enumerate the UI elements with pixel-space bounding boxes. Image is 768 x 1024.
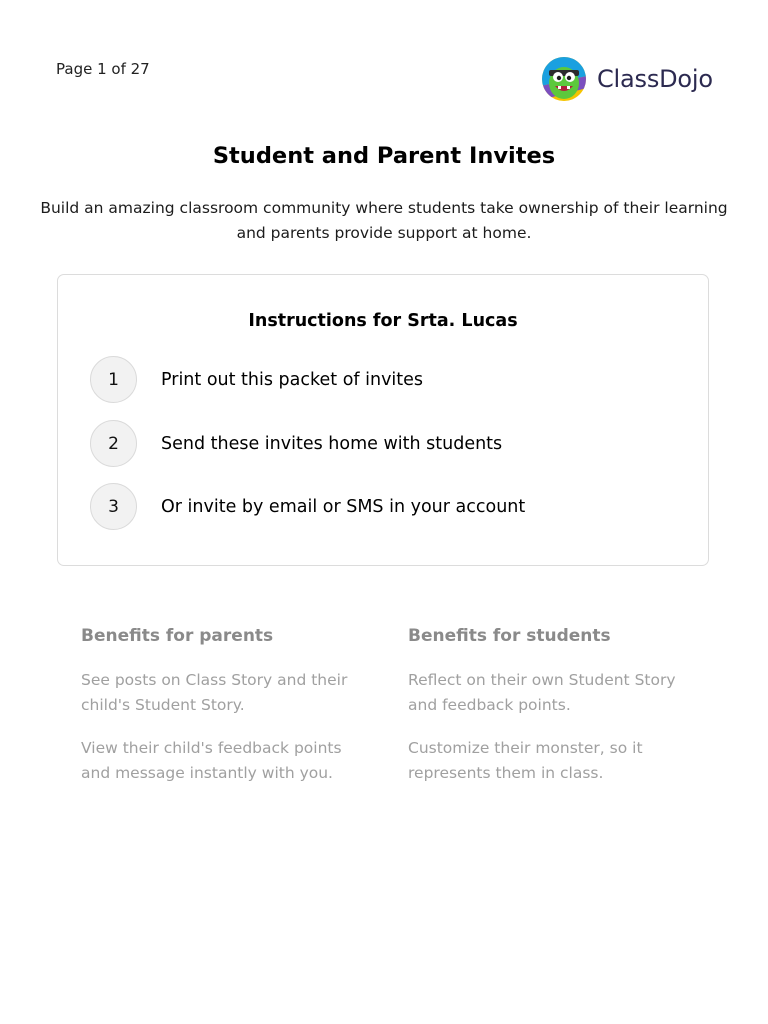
benefits-students-item: Customize their monster, so it represents them in class. <box>408 739 643 782</box>
instruction-step <box>90 420 502 467</box>
classdojo-monster-logo-icon <box>541 56 587 102</box>
instructions-card <box>57 274 709 566</box>
step-number-badge: 3 <box>90 483 137 530</box>
instruction-step <box>90 356 423 403</box>
page-subtitle: Build an amazing classroom community where students take ownership of their learning and parents provide support at home. <box>40 199 728 242</box>
step-text: Print out this packet of invites <box>161 369 424 390</box>
benefits-students-column <box>408 624 698 804</box>
benefits-parents-heading: Benefits for parents <box>81 626 274 646</box>
benefits-parents-item: View their child's feedback points and message instantly with you. <box>81 739 342 782</box>
step-text: Send these invites home with students <box>161 433 503 454</box>
instruction-step <box>90 483 525 530</box>
benefits-parents-item: See posts on Class Story and their child's Student Story. <box>81 671 348 714</box>
page-number: Page 1 of 27 <box>56 60 150 78</box>
brand-logo <box>541 56 713 102</box>
benefits-students-item: Reflect on their own Student Story and feedback points. <box>408 671 676 714</box>
step-text: Or invite by email or SMS in your account <box>161 496 526 517</box>
step-number-badge: 1 <box>90 356 137 403</box>
benefits-students-heading: Benefits for students <box>408 626 611 646</box>
brand-name: ClassDojo <box>597 65 713 93</box>
step-number-badge: 2 <box>90 420 137 467</box>
benefits-parents-column <box>81 624 371 804</box>
instructions-title: Instructions for Srta. Lucas <box>248 311 518 331</box>
page-title: Student and Parent Invites <box>212 143 556 169</box>
